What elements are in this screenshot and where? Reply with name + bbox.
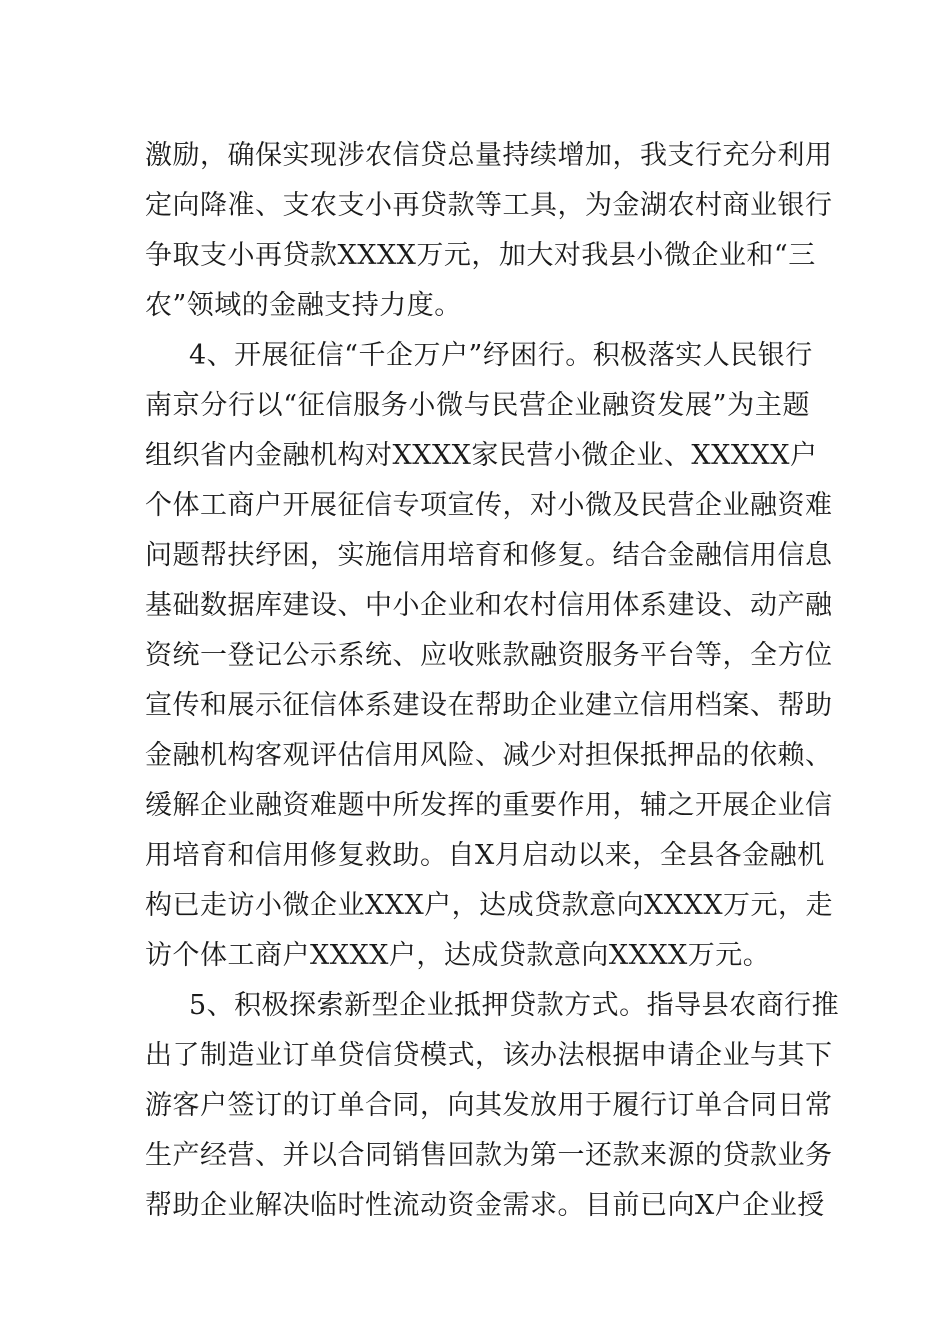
text-line: 构已走访小微企业XXX户，达成贷款意向XXXX万元，走 [145,890,834,921]
section-4-heading-line: 4、开展征信“千企万户”纾困行。积极落实人民银行 [189,340,813,371]
text-line: 缓解企业融资难题中所发挥的重要作用，辅之开展企业信 [145,790,833,821]
text-line: 金融机构客观评估信用风险、减少对担保抵押品的依赖、 [145,740,833,771]
text-line: 问题帮扶纾困，实施信用培育和修复。结合金融信用信息 [145,540,833,571]
text-line: 帮助企业解决临时性流动资金需求。目前已向X户企业授 [145,1190,825,1221]
text-line: 争取支小再贷款XXXX万元，加大对我县小微企业和“三 [145,240,816,271]
text-line: 南京分行以“征信服务小微与民营企业融资发展”为主题 [145,390,810,421]
text-line: 组织省内金融机构对XXXX家民营小微企业、XXXXX户 [145,440,818,471]
text-line: 游客户签订的订单合同，向其发放用于履行订单合同日常 [145,1090,833,1121]
text-line: 激励，确保实现涉农信贷总量持续增加，我支行充分利用 [145,140,833,171]
text-line: 个体工商户开展征信专项宣传，对小微及民营企业融资难 [145,490,833,521]
text-line: 出了制造业订单贷信贷模式，该办法根据申请企业与其下 [145,1040,833,1071]
text-line: 宣传和展示征信体系建设在帮助企业建立信用档案、帮助 [145,690,833,721]
text-line: 基础数据库建设、中小企业和农村信用体系建设、动产融 [145,590,833,621]
text-line: 访个体工商户XXXX户，达成贷款意向XXXX万元。 [145,940,771,971]
text-line: 用培育和信用修复救助。自X月启动以来，全县各金融机 [145,840,825,871]
text-line: 资统一登记公示系统、应收账款融资服务平台等，全方位 [145,640,833,671]
text-line: 定向降准、支农支小再贷款等工具，为金湖农村商业银行 [145,190,833,221]
text-line: 生产经营、并以合同销售回款为第一还款来源的贷款业务 [145,1140,833,1171]
section-5-heading-line: 5、积极探索新型企业抵押贷款方式。指导县农商行推 [189,990,840,1021]
text-line: 农”领域的金融支持力度。 [145,290,462,321]
